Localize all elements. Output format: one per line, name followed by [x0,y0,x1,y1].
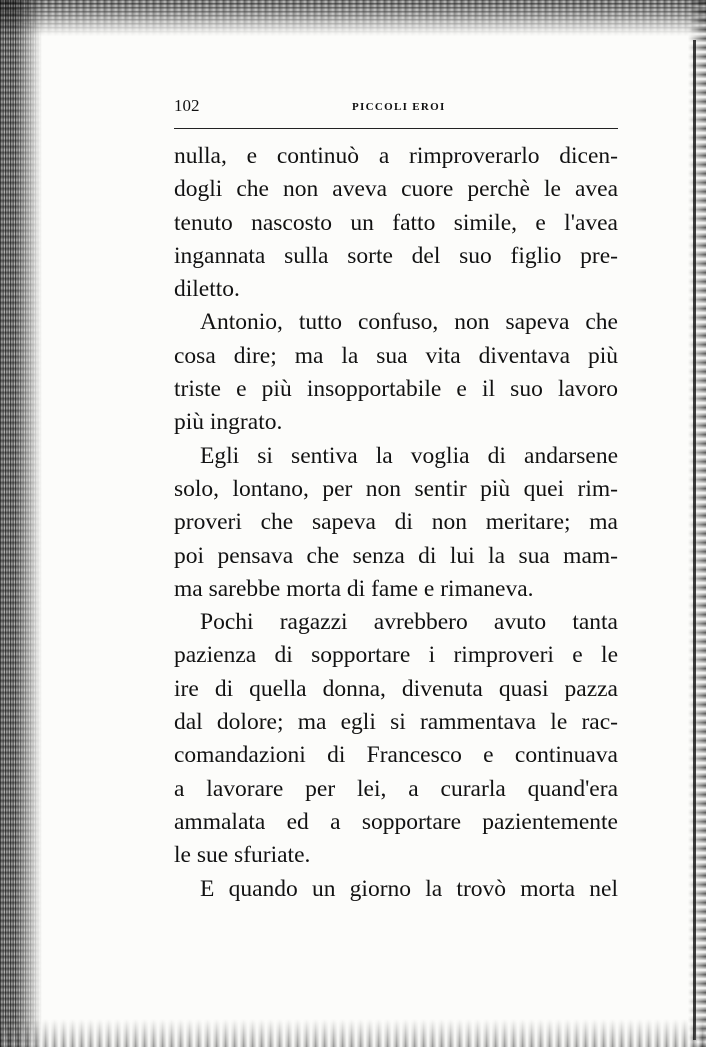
paragraph [174,306,618,439]
text-line: E quando un giorno la trovò morta nel [200,875,618,902]
text-line: a lavorare per lei, a curarla quand'era [174,775,618,802]
scan-edge-left [0,0,42,1047]
scan-edge-right [688,0,706,1047]
paragraph [174,606,618,872]
body-text [174,140,618,906]
text-line: cosa dire; ma la sua vita diventava più [174,342,618,369]
paragraph [174,873,618,906]
text-line: Pochi ragazzi avrebbero avuto tanta [200,609,618,636]
text-line: pazienza di sopportare i rimproveri e le [174,642,618,669]
paragraph [174,140,618,306]
text-line: ma sarebbe morta di fame e rimaneva. [174,575,534,602]
running-head [174,96,618,120]
scan-edge-bottom [0,1019,706,1047]
text-line: dogli che non aveva cuore perchè le avea [174,176,618,203]
text-line: più ingrato. [174,409,283,436]
paragraph [174,440,618,606]
text-line: comandazioni di Francesco e continuava [174,742,618,769]
text-line: ire di quella donna, divenuta quasi pazza [174,675,618,702]
text-line: tenuto nascosto un fatto simile, e l'avea [174,209,618,236]
running-title: PICCOLI EROI [352,101,446,113]
text-line: Antonio, tutto confuso, non sapeva che [200,309,618,336]
text-line: diletto. [174,276,240,303]
page-binding-edge [693,40,696,1040]
text-line: solo, lontano, per non sentir più quei rim- [174,475,618,502]
text-line: triste e più insopportabile e il suo lavoro [174,376,618,403]
text-line: dal dolore; ma egli si rammentava le rac- [174,709,618,736]
text-line: ammalata ed a sopportare pazientemente [174,808,618,835]
text-line: ingannata sulla sorte del suo figlio pre- [174,242,618,269]
text-line: proveri che sapeva di non meritare; ma [174,509,618,536]
text-line: poi pensava che senza di lui la sua mam- [174,542,618,569]
scan-edge-top [0,0,706,36]
header-rule [174,128,618,129]
text-line: le sue sfuriate. [174,842,311,869]
page-number: 102 [174,96,200,115]
text-line: Egli si sentiva la voglia di andarsene [200,442,618,469]
text-line: nulla, e continuò a rimproverarlo dicen- [174,143,618,169]
